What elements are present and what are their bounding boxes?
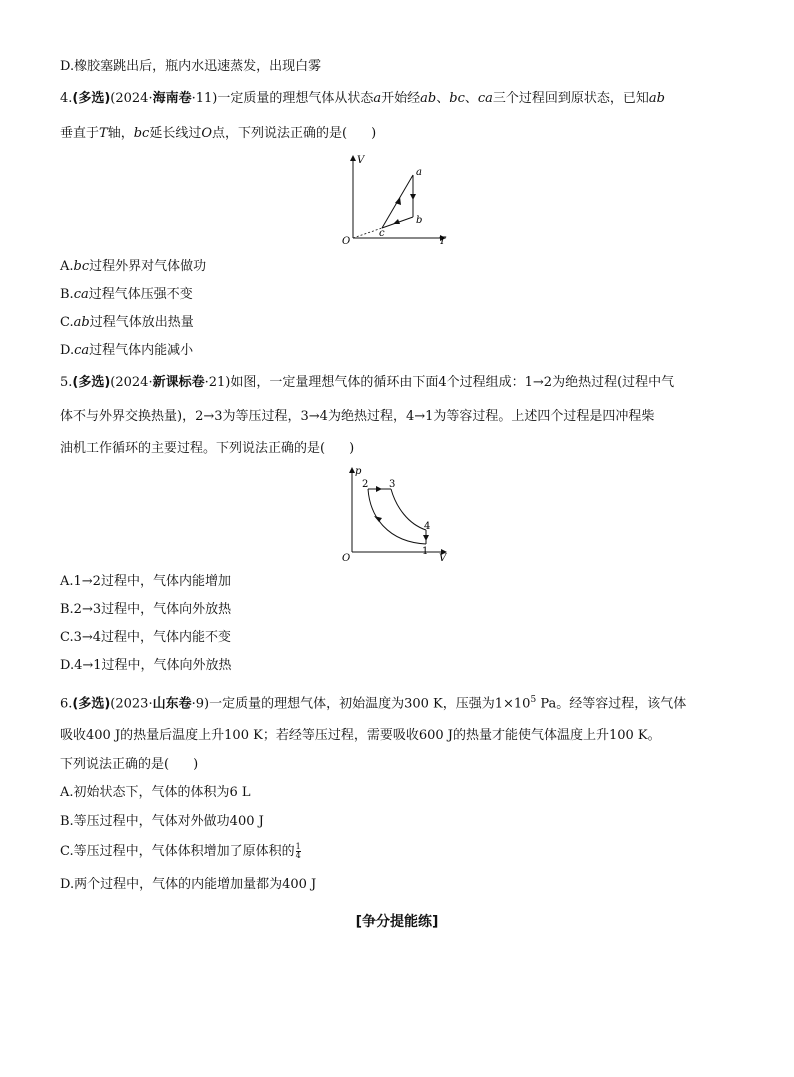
q5-stem-line2: 体不与外界交换热量)，2→3为等压过程，3→4为绝热过程，4→1为等容过程。上述四个过程是四冲程柴 [60, 409, 655, 424]
q6-stem-line3: 下列说法正确的是( ) [60, 757, 199, 772]
q5-pv-graph [338, 462, 458, 567]
q5-arrow-41 [423, 535, 429, 541]
q5-label-v: V [439, 553, 447, 564]
fraction-one-quarter: $\frac{1}{4}$ [295, 842, 301, 860]
q5-option-c: C.3→4过程中，气体内能不变 [60, 630, 232, 645]
q5-arrow-23 [376, 486, 382, 492]
q5-option-d: D.4→1过程中，气体向外放热 [60, 658, 232, 673]
q5-label-p: p [355, 466, 362, 477]
q5-label-o: O [342, 553, 351, 564]
q5-label-2: 2 [362, 479, 369, 490]
q4-label-t: T [439, 236, 446, 247]
q4-label-v: V [357, 155, 365, 166]
q4-option-d: D.ca过程气体内能减小 [60, 343, 194, 358]
q6-option-a: A.初始状态下，气体的体积为6 L [60, 785, 251, 800]
q4-label-o: O [342, 236, 351, 247]
q6-option-b: B.等压过程中，气体对外做功400 J [60, 814, 264, 829]
q5-stem-line3: 油机工作循环的主要过程。下列说法正确的是( ) [60, 441, 355, 456]
q4-option-a: A.bc过程外界对气体做功 [60, 259, 207, 274]
q4-option-c: C.ab过程气体放出热量 [60, 315, 194, 330]
q4-arrow-ab [410, 194, 416, 200]
q4-label-c: c [379, 228, 385, 239]
q6-stem-line2: 吸收400 J的热量后温度上升100 K；若经等压过程，需要吸收600 J的热量才能使气体温度上升100 K。 [60, 728, 661, 743]
q5-label-1: 1 [422, 546, 429, 557]
q4-arrow-bc [393, 219, 400, 224]
q6-option-d: D.两个过程中，气体的内能增加量都为400 J [60, 877, 317, 892]
q4-dashed-extension [353, 228, 382, 238]
q6-option-c: C.等压过程中，气体体积增加了原体积的 $\frac{1}{4}$ [60, 842, 301, 860]
q4-label-b: b [416, 215, 423, 226]
q4-option-b: B.ca过程气体压强不变 [60, 287, 193, 302]
q5-option-a: A.1→2过程中，气体内能增加 [60, 574, 231, 589]
section-title: [争分提能练] [355, 914, 439, 930]
q4-label-a: a [416, 167, 422, 178]
q5-option-b: B.2→3过程中，气体向外放热 [60, 602, 232, 617]
q3-option-d: D.橡胶塞跳出后，瓶内水迅速蒸发，出现白雾 [60, 59, 322, 74]
q5-label-4: 4 [424, 521, 431, 532]
q4-vt-graph [335, 150, 455, 250]
q4-stem-line1: 4.(多选)(2024·海南卷·11)一定质量的理想气体从状态a开始经ab、bc、ca三个过程回到原状态，已知ab [60, 91, 665, 106]
q5-stem-line1: 5.(多选)(2024·新课标卷·21)如图，一定量理想气体的循环由下面4个过程组成：1→2为绝热过程(过程中气 [60, 375, 675, 390]
q5-arrow-12 [374, 516, 382, 522]
q5-path-12 [368, 489, 426, 544]
q5-label-3: 3 [389, 479, 396, 490]
q6-stem-line1: 6.(多选)(2023·山东卷·9)一定质量的理想气体，初始温度为300 K，压强为$1\times 10^5$ Pa。经等容过程，该气体 [60, 695, 687, 712]
q5-path-34 [391, 489, 426, 530]
q4-stem-line2: 垂直于T轴，bc延长线过O点，下列说法正确的是( ) [60, 126, 377, 141]
